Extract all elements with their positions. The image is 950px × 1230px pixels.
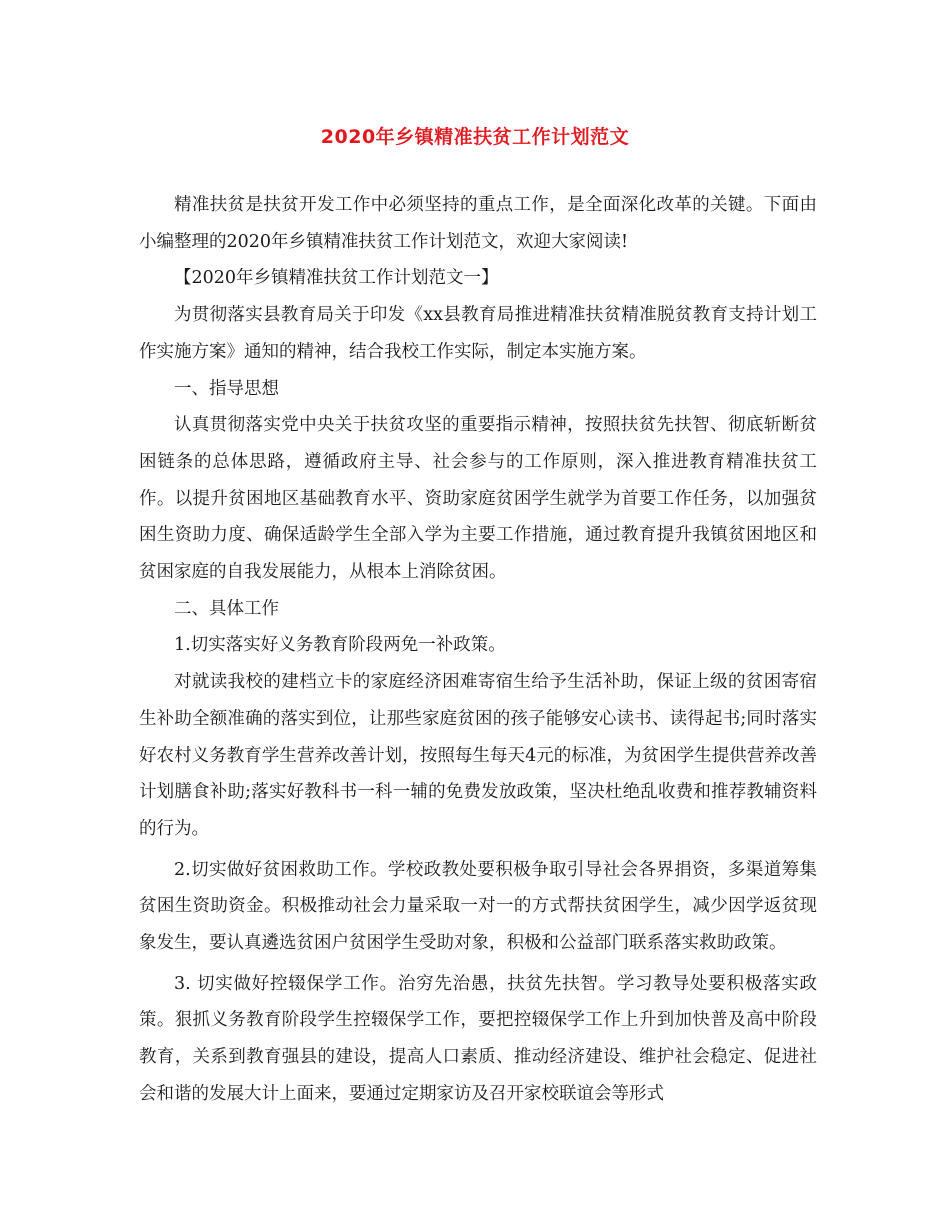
heading-guiding-ideology: 一、指导思想 [174, 378, 279, 399]
paragraph-item-2: 2.切实做好贫困救助工作。学校政教处要积极争取引导社会各界捐资，多渠道筹集贫困生资助资金。积极推动社会力量采取一对一的方式帮扶贫困学生，减少因学返贫现象发生，要认真遴选贫困户贫困学生受助对象，积极和公益部门联系落实救助政策。 [139, 859, 817, 954]
item-1-heading: 1.切实落实好义务教育阶段两免一补政策。 [174, 635, 506, 656]
paragraph-item-3: 3. 切实做好控辍保学工作。治穷先治愚，扶贫先扶智。学习教导处要积极落实政策。狠抓义务教育阶段学生控辍保学工作，要把控辍保学工作上升到加快普及高中阶段教育，关系到教育强县的建设，提高人口素质、推动经济建设、维护社会稳定、促进社会和谐的发展大计上面来，要通过定期家访及召开家校联谊会等形式 [139, 973, 817, 1104]
paragraph-intro: 精准扶贫是扶贫开发工作中必须坚持的重点工作，是全面深化改革的关键。下面由小编整理的2020年乡镇精准扶贫工作计划范文，欢迎大家阅读! [139, 195, 817, 252]
paragraph-purpose: 为贯彻落实县教育局关于印发《xx县教育局推进精准扶贫精准脱贫教育支持计划工作实施方案》通知的精神，结合我校工作实际，制定本实施方案。 [139, 305, 817, 362]
paragraph-guiding-ideology: 认真贯彻落实党中央关于扶贫攻坚的重要指示精神，按照扶贫先扶智、彻底斩断贫困链条的总体思路，遵循政府主导、社会参与的工作原则，深入推进教育精准扶贫工作。以提升贫困地区基础教育水平、资助家庭贫困学生就学为首要工作任务，以加强贫困生资助力度、确保适龄学生全部入学为主要工作措施，通过教育提升我镇贫困地区和贫困家庭的自我发展能力，从根本上消除贫困。 [139, 415, 817, 583]
document-title: 2020年乡镇精准扶贫工作计划范文 [320, 126, 630, 148]
heading-specific-work: 二、具体工作 [174, 598, 279, 619]
paragraph-section-heading: 【2020年乡镇精准扶贫工作计划范文一】 [174, 268, 499, 289]
document-body [139, 187, 817, 1113]
paragraph-item-1: 对就读我校的建档立卡的家庭经济困难寄宿生给予生活补助，保证上级的贫困寄宿生补助全额准确的落实到位，让那些家庭贫困的孩子能够安心读书、读得起书;同时落实好农村义务教育学生营养改善计划，按照每生每天4元的标准，为贫困学生提供营养改善计划膳食补助;落实好教科书一科一辅的免费发放政策，坚决杜绝乱收费和推荐教辅资料的行为。 [139, 672, 817, 839]
